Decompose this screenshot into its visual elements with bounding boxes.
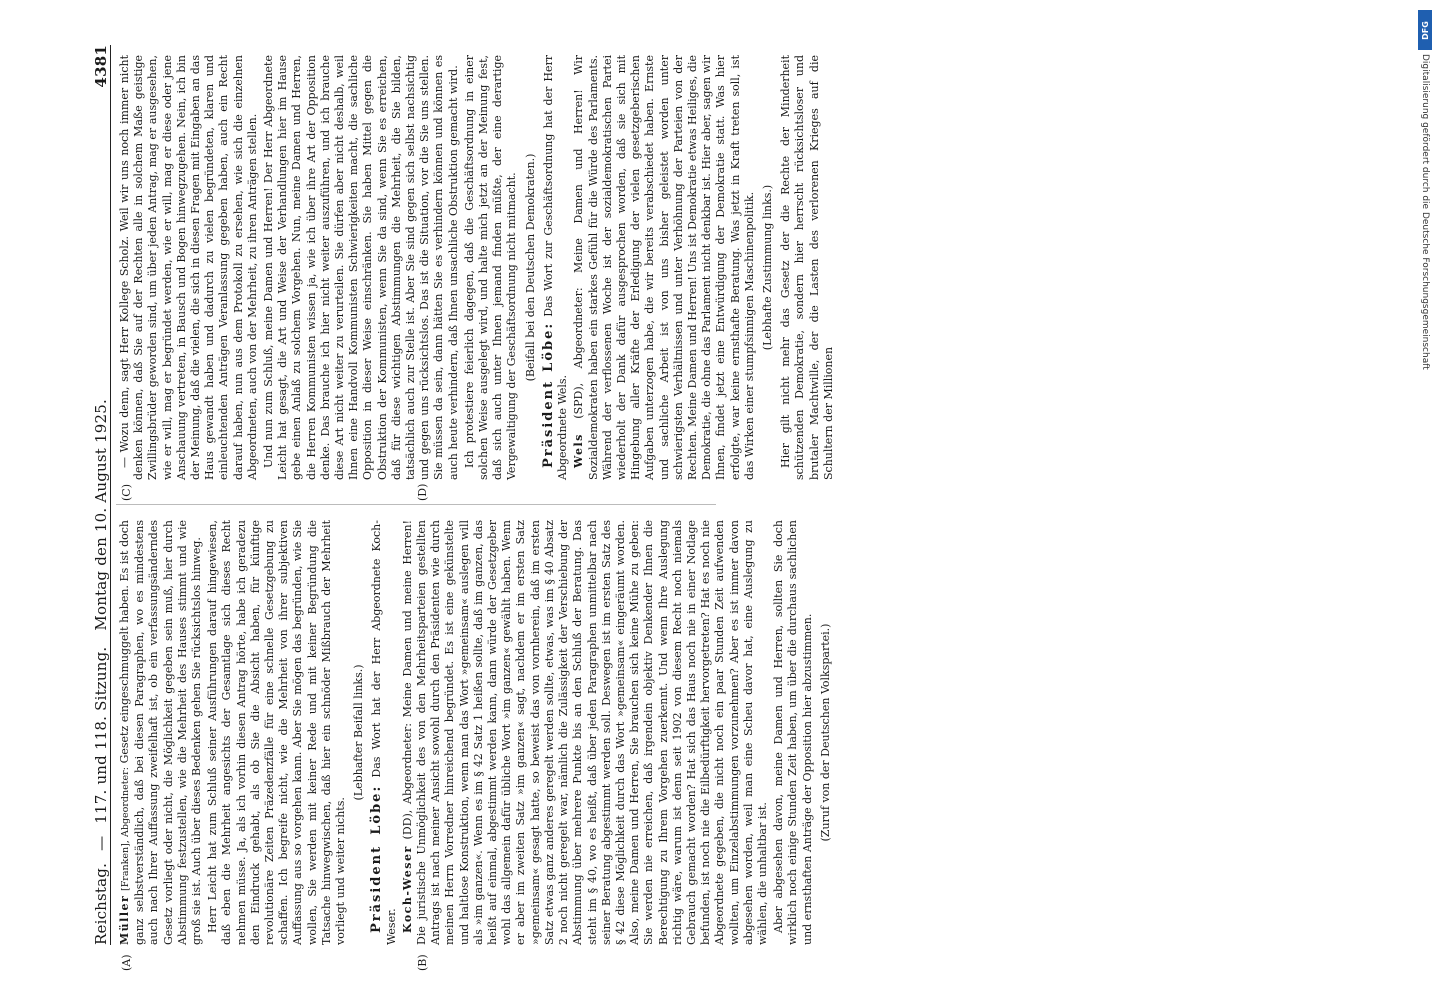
paragraph xyxy=(370,520,398,945)
speaker-note: [Franken], Abgeordneter: xyxy=(120,767,131,892)
header-reichstag: Reichstag. xyxy=(92,862,110,945)
paragraph: Herr Leicht hat zum Schluß seiner Ausführungen darauf hingewiesen, daß eben die Mehrheit angesichts der Gesamtlage sich dieses Recht nehmen müsse. Ja, als ich vorhin diesen Antrag hörte, habe ich geradezu den Eindruck gehabt, als ob Sie die Absicht haben, für künftige revolutionäre Zeiten Präzedenzfälle für eine schnelle Gesetzgebung zu schaffen. Ich begreife nicht, wie die Mehrheit von ihrer subjektiven Auffassung aus so vorgehen kann. Aber Sie mögen das begründen, wie Sie wollen, Sie werden mit keiner Rede und mit keiner Begründung die Tatsache hinwegwischen, daß hier ein schnöder Mißbrauch der Mehrheit vorliegt und weiter nichts. xyxy=(206,520,348,945)
document-page xyxy=(86,45,835,971)
dfg-logo: DFG xyxy=(1418,10,1432,50)
paragraph xyxy=(542,55,570,480)
page-header xyxy=(86,45,111,945)
paragraph xyxy=(401,520,770,945)
paragraph xyxy=(118,520,204,945)
column-divider xyxy=(116,504,716,505)
header-dash: — xyxy=(92,835,110,851)
paragraph-text: Das Wort zur Geschäftsordnung hat der Herr Abgeordnete Wels. xyxy=(541,54,570,480)
left-column xyxy=(118,519,832,945)
header-date: Montag den 10. August 1925. xyxy=(92,399,110,631)
paragraph-text: (SPD), Abgeordneter: Meine Damen und Herren! Wir Sozialdemokraten haben ein starkes Gefühl für die Würde des Parlaments. Während der verflossenen Woche ist der sozialdemokratischen Partei wiederholt der Dank dafür ausgesprochen worden, daß sie sich mit Hingebung aller Kräfte der Erledigung der vielen gesetzgeberischen Aufgaben unterzogen habe, die wir bereits verabschiedet haben. Ernste und sachliche Arbeit ist von uns bisher geleistet worden unter schwierigsten Verhältnissen und unter Verhöhnung der Parteien von der Rechten. Meine Damen und Herren! Uns ist Demokratie etwas Heiliges, die Demokratie, die ohne das Parlament nicht denkbar ist. Hier aber, sagen wir Ihnen, findet jetzt eine Entwürdigung der Demokratie statt. Was hier erfolgte, war keine ernsthafte Beratung. Was jetzt in Kraft treten soll, ist das Wirken einer stumpfsinnigen Maschinenpolitik. xyxy=(572,55,756,480)
paragraph-text: Das Wort hat der Herr Abgeordnete Koch-Weser. xyxy=(370,520,398,945)
paragraph: Hier gilt nicht mehr das Gesetz der die Rechte der Minderheit schützenden Demokratie, sondern hier herrscht rücksichtsloser und brutaler Machtwille, der die Lasten des verlorenen Krieges auf die Schultern der Millionen xyxy=(779,55,835,480)
paragraph-text: Gesetz eingeschmuggelt haben. Es ist doch ganz selbstverständlich, daß bei diesen Paragraphen, wo es mindestens auch nach Ihrer Auffassung zweifelhaft ist, ob ein verfassungsänderndes Gesetz vorliegt oder nicht, die Möglichkeit gegeben sein muß, hier durch Abstimmung festzustellen, wie die Mehrheit des Hauses stimmt und wie groß sie ist. Auch über dieses Bedenken gehen Sie rücksichtslos hinweg. xyxy=(118,519,204,945)
applause-note: (Lebhafte Zustimmung links.) xyxy=(760,184,774,351)
paragraph: Aber abgesehen davon, meine Damen und Herren, sollten Sie doch wirklich noch einige Stunden Zeit haben, um über die durchaus sachlichen und ernsthaften Anträge der Opposition hier abzustimmen. xyxy=(772,520,814,945)
header-session: 117. und 118. Sitzung. xyxy=(92,646,110,824)
paragraph: Ich protestiere feierlich dagegen, daß die Geschäftsordnung in einer solchen Weise ausgelegt wird, und halte mich jetzt an der Meinung fest, daß sich auch unter Ihnen jemand finden müßte, der eine derartige Vergewaltigung der Geschäftsordnung nicht mitmacht. xyxy=(462,55,519,480)
margin-marker-a: (A) xyxy=(120,954,133,971)
applause-note: (Beifall bei den Deutschen Demokraten.) xyxy=(523,153,537,382)
interjection-note: (Zuruf von der Deutschen Volkspartei.) xyxy=(818,623,832,842)
paragraph xyxy=(572,55,757,480)
dfg-sidebar xyxy=(1416,10,1434,970)
paragraph: — Wozu denn, sagt Herr Kollege Scholz. Weil wir uns noch immer nicht denken können, daß Sie auf der Rechten alle in solchem Maße geistige Zwillingsbrüder geworden sind, um über jeden Antrag, mag er ausgesehen, wie er will, mag er begründet werden, wie er will, mag er diese oder jene Anschauung vertreten, in Bausch und Bogen hinwegzugehen. Nein, ich bin der Meinung, daß die vielen, die sich in diesen Fragen mit Eingaben an das Haus gewandt haben und dadurch zu vielen begründeten, klaren und einleuchtenden Anträgen Veranlassung gegeben haben, auch ein Recht darauf haben, nun aus dem Protokoll zu ersehen, wie sich die einzelnen Abgeordneten, auch von der Mehrheit, zu ihren Anträgen stellen. xyxy=(118,55,259,480)
speaker-name: Müller xyxy=(118,894,131,945)
speaker-name: Wels xyxy=(572,433,586,468)
right-column xyxy=(118,54,835,480)
paragraph: Und nun zum Schluß, meine Damen und Herren! Der Herr Abgeordnete Leicht hat gesagt, die Art und Weise der Verhandlungen hier im Hause gebe einen Anlaß zu solchem Vorgehen. Nun, meine Damen und Herren, die Herren Kommunisten wissen ja, wie ich über ihre Art der Opposition denke. Das brauche ich hier nicht weiter auszuführen, und ich brauche diese Art nicht weiter zu verurteilen. Sie dürfen aber nicht deshalb, weil Ihnen eine Handvoll Kommunisten Schwierigkeiten macht, die sachliche Opposition in dieser Weise einschränken. Sie haben Mittel gegen die Obstruktion der Kommunisten, wenn Sie da sind, wenn Sie es erreichen, daß für diese wichtigen Abstimmungen die Mehrheit, die Sie bilden, tatsächlich auch zur Stelle ist. Aber Sie sind gegen sich selbst nachsichtig und gegen uns rücksichtslos. Das ist die Situation, vor die Sie uns stellen. Sie müssen da sein, dann hätten Sie es verhindern können und können es auch heute verhindern, daß Ihnen unsachliche Obstruktion gemacht wird. xyxy=(262,55,460,480)
margin-marker-c: (C) xyxy=(120,484,133,501)
margin-marker-b: (B) xyxy=(416,954,429,971)
digitization-credit: Digitalisierung gefördert durch die Deutsche Forschungsgemeinschaft xyxy=(1420,54,1430,370)
speaker-name: Koch-Weser xyxy=(400,845,414,933)
president-name: Präsident Löbe: xyxy=(369,784,385,933)
applause-note: (Lebhafter Beifall links.) xyxy=(352,664,366,801)
margin-marker-d: (D) xyxy=(416,483,429,501)
paragraph-text: (DD), Abgeordneter: Meine Damen und meine Herren! Die juristische Unmöglichkeit des von den Mehrheitsparteien gestellten Antrags ist nach meiner Ansicht sowohl durch den Präsidenten wie durch meinen Herrn Vorredner hinreichend begründet. Es ist eine gekünstelte und haltlose Konstruktion, wenn man das Wort »gemeinsam« auslegen will als »im ganzen«. Wenn es im § 42 Satz 1 heißen sollte, daß im ganzen, das heißt auf einmal, abgestimmt werden kann, dann würde der Gesetzgeber wohl das allgemein dafür übliche Wort »im ganzen« gewählt haben. Wenn er aber im zweiten Satz »im ganzen« sagt, nachdem er im ersten Satz »gemeinsam« gesagt hatte, so beweist das von vornherein, daß im ersten Satz etwas ganz anderes geregelt werden sollte, etwas, was im § 40 Absatz 2 noch nicht geregelt war, nämlich die Zulässigkeit der Verschiebung der Abstimmung über mehrere Punkte bis an den Schluß der Beratung. Das steht im § 40, wo es heißt, daß über jeden Paragraphen unmittelbar nach seiner Beratung abgestimmt werden soll. Deswegen ist im ersten Satz des § 42 diese Möglichkeit durch das Wort »gemeinsam« eingeräumt worden. Also, meine Damen und Herren, Sie brauchen sich keine Mühe zu geben: Sie werden nie erreichen, daß irgendein objektiv Denkender Ihnen die Berechtigung zu Ihrem Vorgehen zuerkennt. Und wenn Ihre Auslegung richtig wäre, warum ist denn seit 1902 von diesem Recht noch niemals Gebrauch gemacht worden? Hat sich das Haus noch nie in einer Notlage befunden, ist noch nie die Eilbedürftigkeit hervorgetreten? Hat es noch nie Abgeordnete gegeben, die nicht noch ein paar Stunden Zeit aufwenden wollten, um Einzelabstimmungen vorzunehmen? Aber es ist immer davon abgesehen worden, weil man eine Scheu davor hat, eine Auslegung zu wählen, die unhaltbar ist. xyxy=(400,520,769,945)
president-name: Präsident Löbe: xyxy=(540,321,556,468)
page-number: 4381 xyxy=(92,45,110,88)
